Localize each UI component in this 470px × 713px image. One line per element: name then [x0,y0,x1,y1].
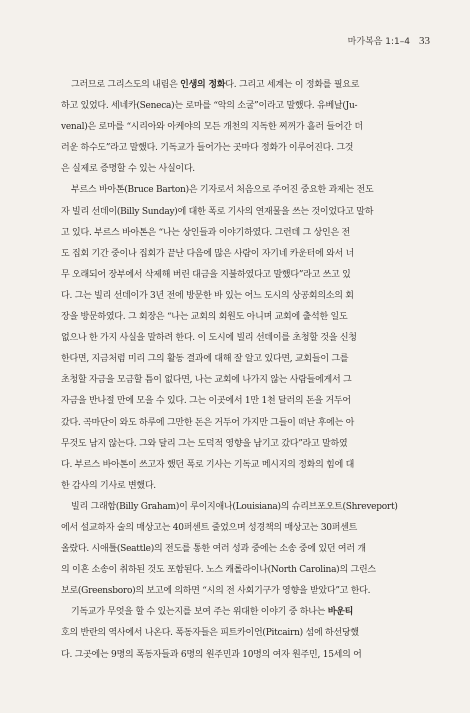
text-line: 고 있다. 부르스 바아톤은 “나는 상인들과 이야기하였다. 그런데 그 상인은 전 [61,227,351,238]
text-line: 다. 그는 빌리 선데이가 3년 전에 방문한 바 있는 어느 도시의 상공회의소의 회 [61,290,354,301]
body-text [61,75,417,666]
text-line: 자금을 반나절 만에 모을 수 있다. 그는 이곳에서 1만 1천 달러의 돈을 거두어 [61,396,351,407]
paragraph [61,75,417,180]
text-line: 은 실제로 증명할 수 있는 사실이다. [61,164,195,175]
text-line: 자 빌리 선데이(Billy Sunday)에 대한 폭로 기사의 연재물을 쓰는 것이었다고 말하 [61,206,374,217]
section-title: 마가복음 1:1–4 [347,37,410,47]
text-line: 무것도 남지 않는다. 그와 달리 그는 도덕적 영향을 남기고 갔다”라고 말하였 [61,438,348,449]
running-head [348,34,430,47]
text-line: 올랐다. 시애틀(Seattle)의 전도를 통한 여러 성과 중에는 소송 중에 있던 여러 개 [61,544,366,555]
text-line: venal)은 로마를 “시리아와 아케야의 모든 개천의 지독한 찌꺼가 흘러 들어간 더 [61,122,363,133]
text-line: 보로(Greensboro)의 보고에 의하면 “시의 전 사회기구가 영향을 받았다”고 한다. [61,586,371,597]
text-line: 러운 하수도”라고 말했다. 기독교가 들어가는 곳마다 정화가 이루어진다. 그것 [61,143,354,154]
paragraph [61,180,417,496]
paragraph [61,497,417,602]
text-line: 에서 설교하자 술의 매상고는 40퍼센트 줄었으며 성경책의 매상고는 30퍼센트 [61,522,358,533]
text-line: 도 집회 기간 중이나 집회가 끝난 다음에 많은 사람이 자기네 카운터에 와서 너 [61,248,355,259]
text-line: 부르스 바아톤(Bruce Barton)은 기자로서 처음으로 주어진 중요한 과제는 전도 [71,185,374,196]
text-line: 기독교가 무엇을 할 수 있는지를 보여 주는 위대한 이야기 중 하나는 바운티 [71,607,354,618]
text-line: 갔다. 곡마단이 와도 하루에 그만한 돈은 거두어 가지만 그들이 떠난 후에는 아 [61,417,355,428]
text-line: 한 감사의 기사로 변했다. [61,480,156,491]
text-line: 하고 있었다. 세네카(Seneca)는 로마를 “악의 소굴”이라고 말했다. 유베날(Ju- [61,101,358,112]
text-line: 무 오래되어 장부에서 삭제해 버린 대금을 지불하였다고 말했다”라고 쓰고 있 [61,269,351,280]
text-line: 빌리 그래함(Billy Graham)이 루이지애나(Louisiana)의 슈리브포오트(Shreveport) [71,501,398,512]
text-line: 장을 방문하였다. 그 회장은 “나는 교회의 회원도 아니며 교회에 출석한 일도 [61,312,348,323]
paragraph [61,602,417,665]
text-line: 그러므로 그리스도의 내림은 인생의 정화다. 그리고 세계는 이 정화를 필요로 [71,80,360,90]
text-line: 없으나 한 가지 사실을 말하려 한다. 이 도시에 빌리 선데이를 초청할 것을 신청 [61,333,357,344]
text-line: 초청할 자금을 모금할 틈이 없다면, 나는 교회에 나가지 않는 사람들에게서 그 [61,375,352,386]
text-line: 다. 부르스 바아톤이 쓰고자 했던 폭로 기사는 기독교 메시지의 정화의 힘에 대 [61,459,355,470]
text-line: 한다면, 지금처럼 미리 그의 활동 결과에 대해 잘 알고 있다면, 교회들이 그를 [61,354,349,365]
text-line: 호의 반란의 역사에서 나온다. 폭동자들은 피트카이언(Pitcairn) 섬에 하선당했 [61,628,359,639]
page-number: 33 [419,35,430,47]
text-line: 다. 그곳에는 9명의 폭동자들과 6명의 원주민과 10명의 여자 원주민, 15세의 어 [61,649,362,660]
text-line: 의 이혼 소송이 취하된 것도 포함된다. 노스 캐롤라이나(North Carolina)의 그린스 [61,565,376,576]
